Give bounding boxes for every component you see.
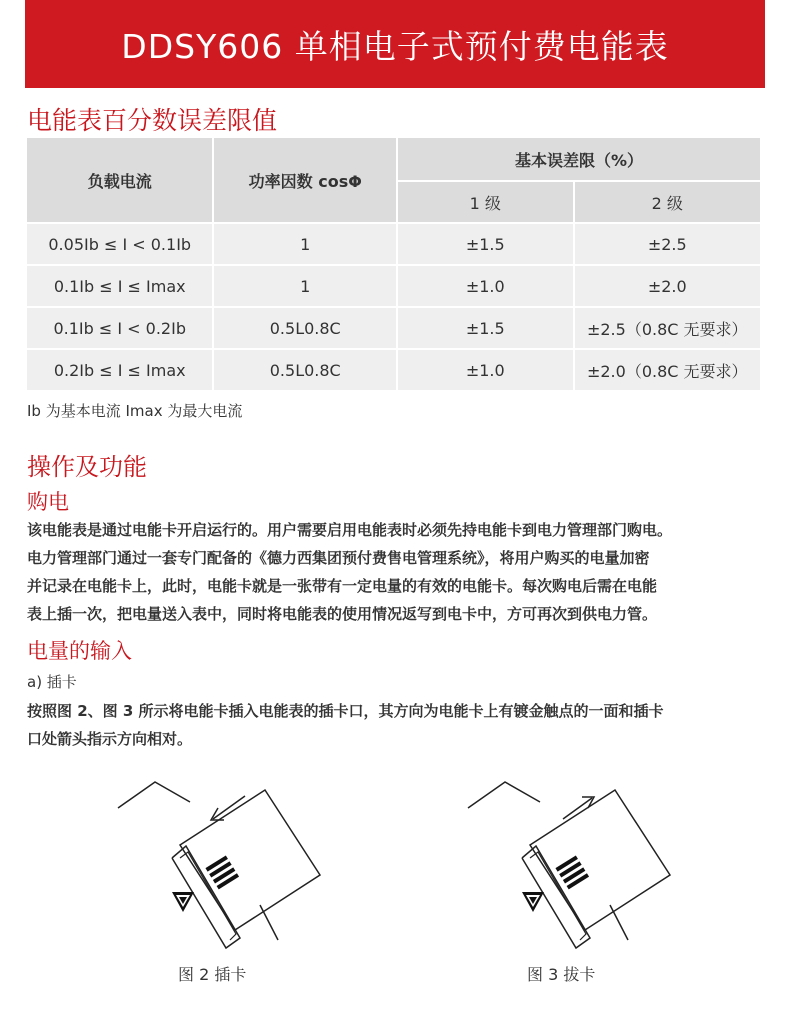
table-note: Ib 为基本电流 Imax 为最大电流 (27, 402, 243, 420)
cell-current: 0.1Ib ≤ I < 0.2Ib (26, 307, 213, 349)
cell-current: 0.2Ib ≤ I ≤ Imax (26, 349, 213, 391)
header-class-2: 2 级 (574, 181, 762, 223)
paragraph-line: 并记录在电能卡上，此时，电能卡就是一张带有一定电量的有效的电能卡。每次购电后需在电能 (27, 577, 658, 595)
operation-heading: 操作及功能 (27, 453, 147, 481)
header-power-factor: 功率因数 cosΦ (213, 137, 397, 223)
cell-pf: 0.5L0.8C (213, 349, 397, 391)
purchase-paragraph (27, 516, 765, 628)
cell-pf: 0.5L0.8C (213, 307, 397, 349)
cell-pf: 1 (213, 223, 397, 265)
error-limits-table (25, 136, 762, 392)
figure-2-caption: 图 2 插卡 (178, 965, 247, 984)
cell-class1: ±1.0 (397, 265, 573, 307)
table-row (26, 307, 761, 349)
cell-pf: 1 (213, 265, 397, 307)
header-class-1: 1 级 (397, 181, 573, 223)
title-banner (25, 0, 765, 88)
cell-class2: ±2.0 (574, 265, 762, 307)
remove-card-illustration (460, 770, 690, 950)
paragraph-line: 该电能表是通过电能卡开启运行的。用户需要启用电能表时必须先持电能卡到电力管理部门购电。 (27, 521, 673, 539)
table-row (26, 265, 761, 307)
header-base-error: 基本误差限（%） (397, 137, 761, 181)
insert-card-paragraph (27, 697, 765, 753)
cell-class1: ±1.5 (397, 307, 573, 349)
error-limits-heading: 电能表百分数误差限值 (27, 106, 278, 135)
energy-input-heading: 电量的输入 (27, 639, 132, 663)
figure-3-caption: 图 3 拔卡 (527, 965, 596, 984)
cell-class1: ±1.0 (397, 349, 573, 391)
cell-class2: ±2.0（0.8C 无要求） (574, 349, 762, 391)
paragraph-line: 表上插一次，把电量送入表中，同时将电能表的使用情况返写到电卡中，方可再次到供电力管。 (27, 605, 658, 623)
header-load-current: 负载电流 (26, 137, 213, 223)
cell-class2: ±2.5（0.8C 无要求） (574, 307, 762, 349)
insert-card-subheading: a) 插卡 (27, 673, 77, 691)
cell-current: 0.05Ib ≤ I < 0.1Ib (26, 223, 213, 265)
paragraph-line: 电力管理部门通过一套专门配备的《德力西集团预付费售电管理系统》，将用户购买的电量加密 (27, 549, 650, 567)
table-row (26, 223, 761, 265)
cell-class2: ±2.5 (574, 223, 762, 265)
cell-class1: ±1.5 (397, 223, 573, 265)
table-row (26, 349, 761, 391)
cell-current: 0.1Ib ≤ I ≤ Imax (26, 265, 213, 307)
page-title: DDSY606 单相电子式预付费电能表 (121, 26, 669, 66)
purchase-heading: 购电 (27, 490, 69, 514)
insert-card-illustration (110, 770, 340, 950)
paragraph-line: 按照图 2、图 3 所示将电能卡插入电能表的插卡口，其方向为电能卡上有镀金触点的一面和插卡 (27, 702, 664, 720)
paragraph-line: 口处箭头指示方向相对。 (27, 730, 193, 748)
